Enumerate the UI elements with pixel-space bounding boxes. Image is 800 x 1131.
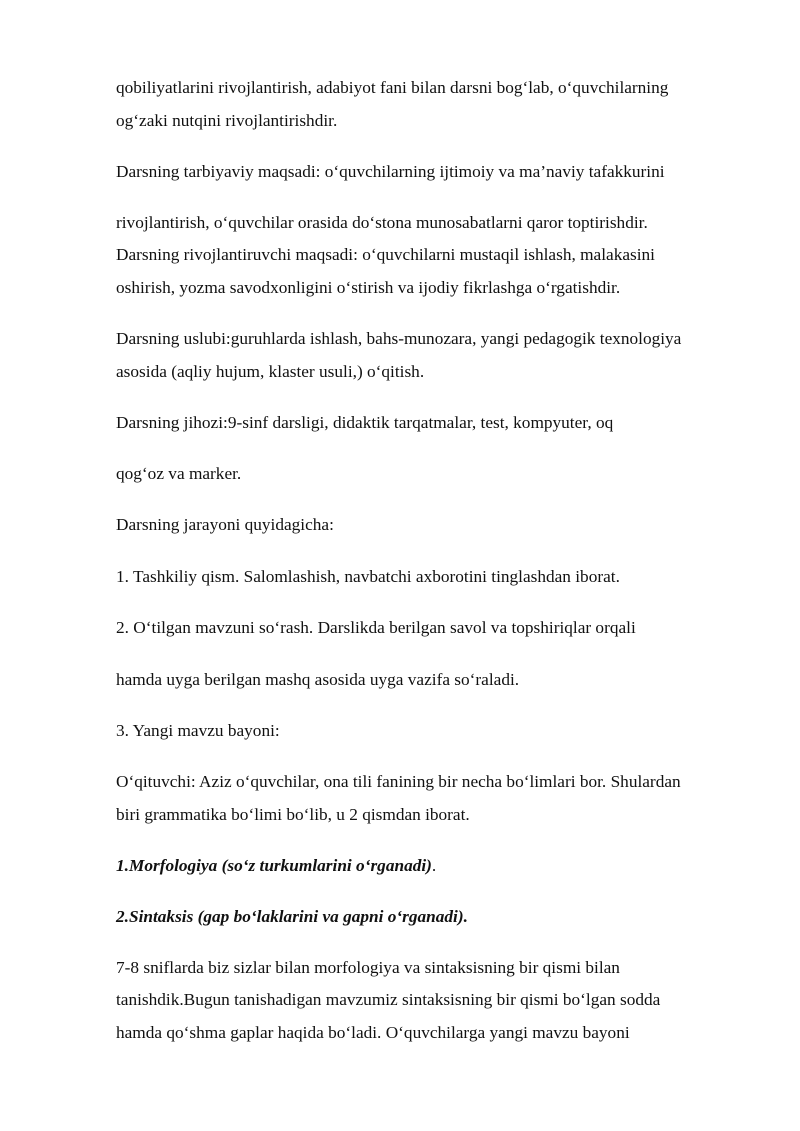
heading-sintaksis: 2.Sintaksis (gap bo‘laklarini va gapni o‘rganadi). [116,907,468,926]
text-line-16: O‘qituvchi: Aziz o‘quvchilar, ona tili fanining bir necha bo‘limlari bor. Shulardan [116,772,681,791]
text-line-3: Darsning tarbiyaviy maqsadi: o‘quvchilarning ijtimoiy va ma’naviy tafakkurini [116,162,665,181]
text-line-17: biri grammatika bo‘limi bo‘lib, u 2 qismdan iborat. [116,805,470,824]
text-line-5: Darsning rivojlantiruvchi maqsadi: o‘quvchilarni mustaqil ishlash, malakasini [116,245,655,264]
text-line-20: 7-8 sniflarda biz sizlar bilan morfologiya va sintaksisning bir qismi bilan [116,958,620,977]
text-line-21: tanishdik.Bugun tanishadigan mavzumiz sintaksisning bir qismi bo‘lgan sodda [116,990,661,1009]
text-line-4: rivojlantirish, o‘quvchilar orasida do‘stona munosabatlarni qaror toptirishdir. [116,213,648,232]
text-line-11: Darsning jarayoni quyidagicha: [116,515,334,534]
text-line-10: qog‘oz va marker. [116,464,242,483]
text-line-22: hamda qo‘shma gaplar haqida bo‘ladi. O‘quvchilarga yangi mavzu bayoni [116,1023,630,1042]
text-line-7: Darsning uslubi:guruhlarda ishlash, bahs-munozara, yangi pedagogik texnologiya [116,329,682,348]
text-line-13: 2. O‘tilgan mavzuni so‘rash. Darslikda berilgan savol va topshiriqlar orqali [116,618,636,637]
heading-morfologiya-text: 1.Morfologiya (so‘z turkumlarini o‘rganadi) [116,856,432,875]
text-line-2: og‘zaki nutqini rivojlantirishdir. [116,111,338,130]
text-line-15: 3. Yangi mavzu bayoni: [116,721,280,740]
heading-morfologiya [116,855,436,877]
text-line-12: 1. Tashkiliy qism. Salomlashish, navbatchi axborotini tinglashdan iborat. [116,567,620,586]
text-line-8: asosida (aqliy hujum, klaster usuli,) o‘qitish. [116,362,425,381]
heading-morfologiya-period: . [431,856,437,875]
text-line-6: oshirish, yozma savodxonligini o‘stirish va ijodiy fikrlashga o‘rgatishdir. [116,278,621,297]
text-line-1: qobiliyatlarini rivojlantirish, adabiyot fani bilan darsni bog‘lab, o‘quvchilarning [116,78,669,97]
text-line-9: Darsning jihozi:9-sinf darsligi, didaktik tarqatmalar, test, kompyuter, oq [116,413,614,432]
text-line-14: hamda uyga berilgan mashq asosida uyga vazifa so‘raladi. [116,670,520,689]
